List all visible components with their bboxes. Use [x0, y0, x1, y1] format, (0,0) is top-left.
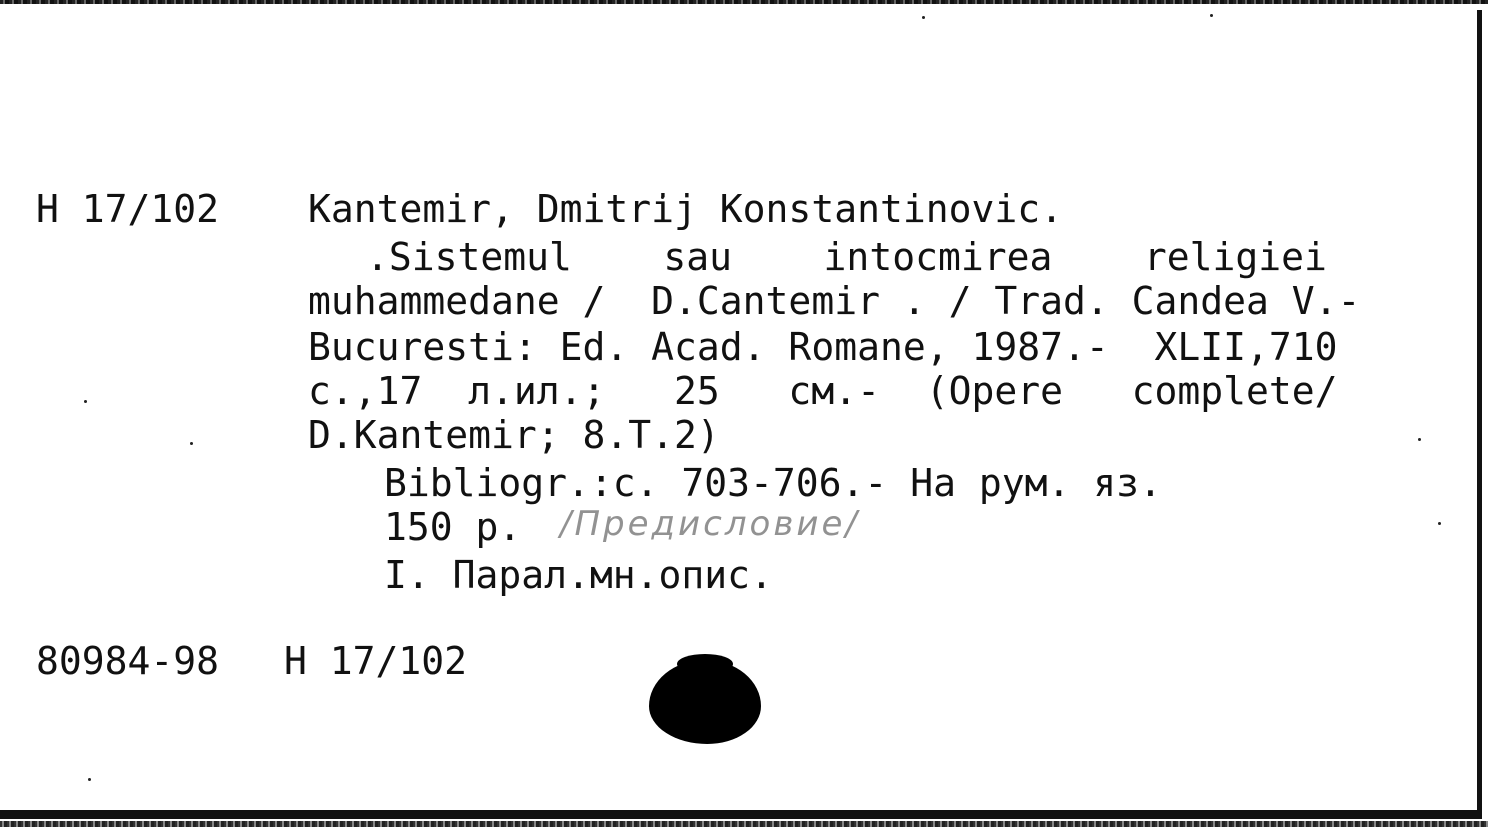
- footer-call-number: Н 17/102: [284, 639, 468, 683]
- card-right-edge: [1477, 10, 1482, 818]
- scan-speck: [1438, 522, 1441, 525]
- author-heading: Kantemir, Dmitrij Konstantinovic.: [308, 187, 1063, 231]
- scan-speck: [922, 16, 925, 19]
- scan-speck: [190, 442, 193, 445]
- parallel-description: I. Парал.мн.опис.: [384, 553, 773, 597]
- title-line-1: .Sistemul sau intocmirea religiei: [366, 235, 1327, 279]
- title-line-3: Bucuresti: Ed. Acad. Romane, 1987.- XLII,710: [308, 325, 1338, 369]
- scan-speck: [1418, 438, 1421, 441]
- bibliography-note: Bibliogr.:с. 703-706.- На рум. яз.: [384, 461, 1162, 505]
- punch-hole-blot: [649, 660, 761, 744]
- price-note: 150 р.: [384, 505, 545, 549]
- accession-number: 80984-98: [36, 639, 220, 683]
- card-bottom-edge: [0, 810, 1482, 819]
- title-line-2: muhammedane / D.Cantemir . / Trad. Candea V.-: [308, 279, 1361, 323]
- title-line-4: с.,17 л.ил.; 25 см.- (Opere complete/: [308, 369, 1338, 413]
- call-number: Н 17/102: [36, 187, 220, 231]
- card-top-edge: [0, 0, 1488, 4]
- scan-speck: [84, 400, 87, 403]
- scan-speck: [1210, 14, 1213, 17]
- title-line-5: D.Kantemir; 8.T.2): [308, 413, 720, 457]
- handwritten-note: /Предисловие/: [560, 504, 860, 544]
- card-bottom-scan-edge: [0, 821, 1488, 827]
- scan-speck: [88, 778, 91, 781]
